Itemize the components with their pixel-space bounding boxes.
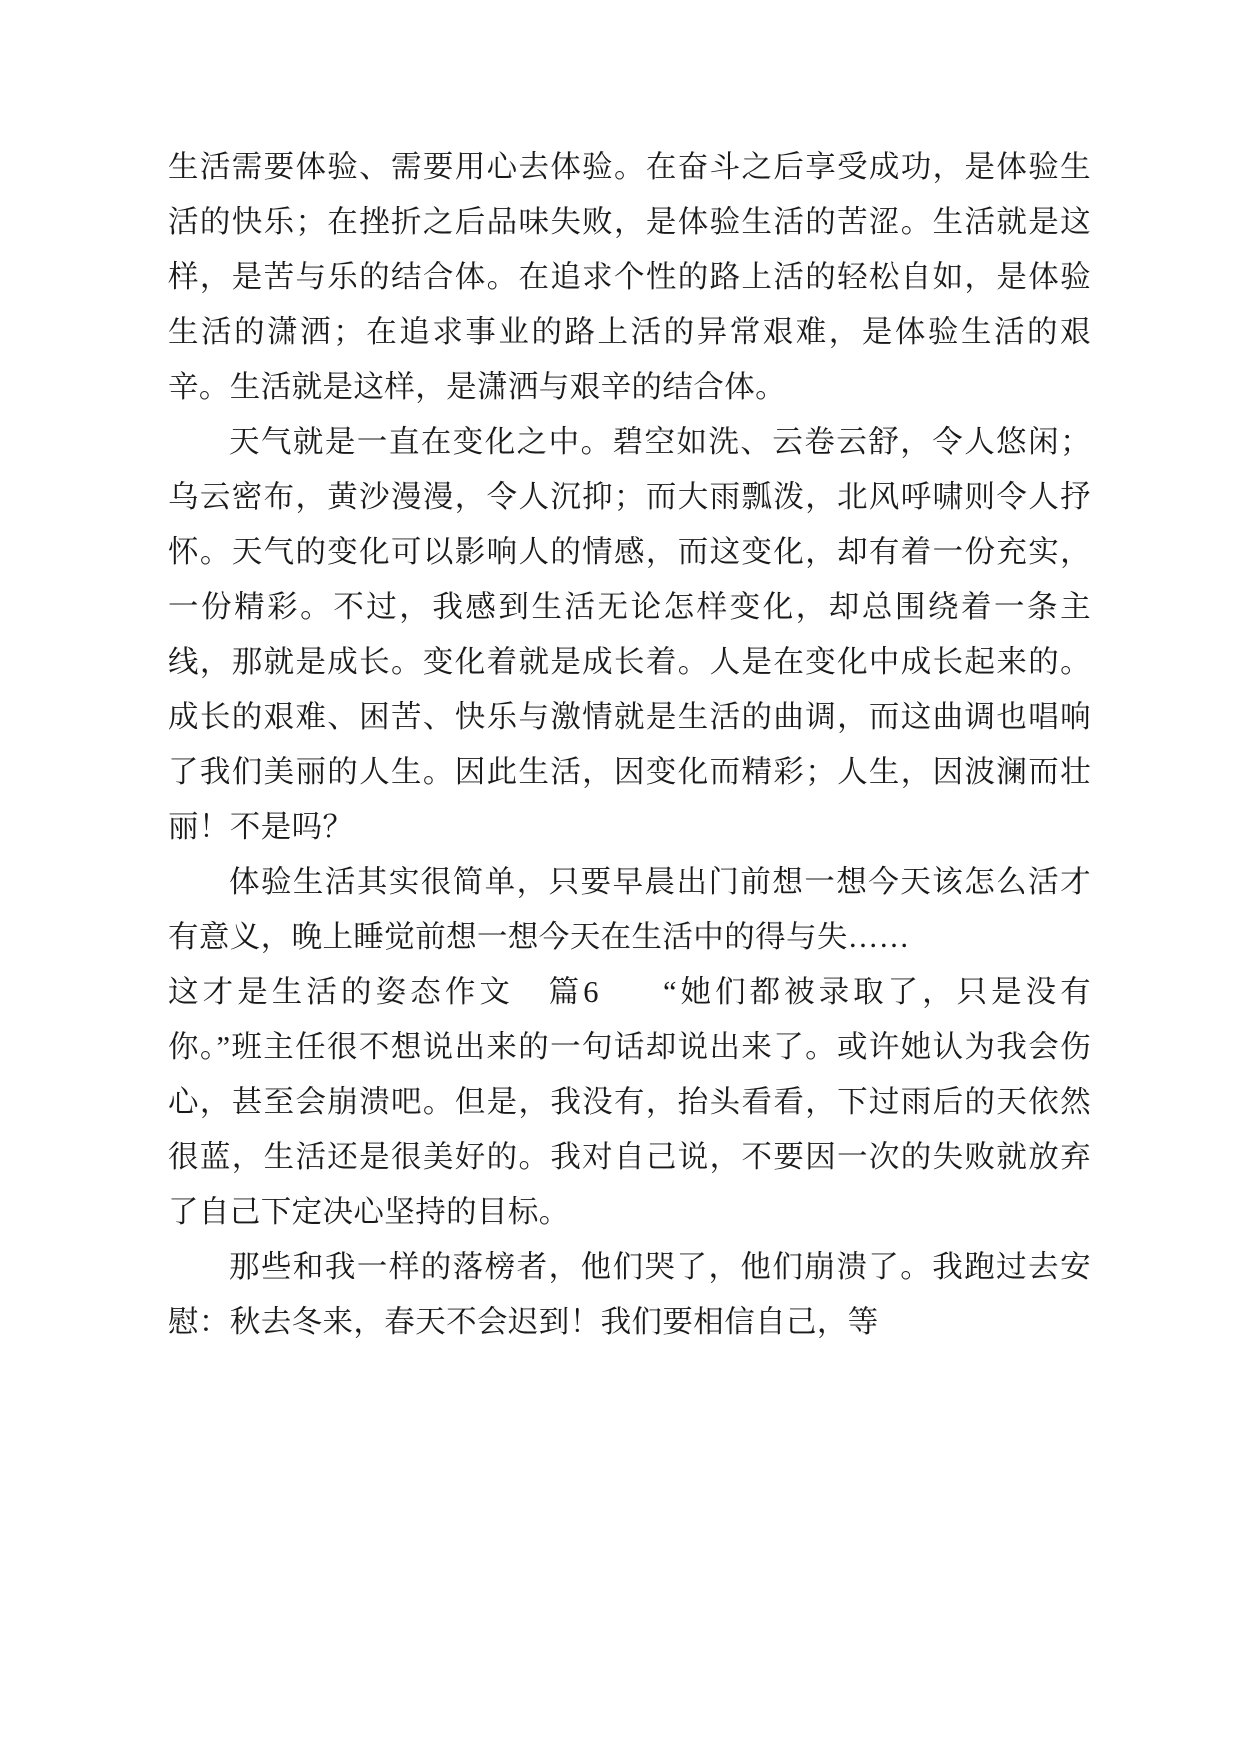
section-title: 这才是生活的姿态作文 篇6 xyxy=(168,975,599,1009)
section-body-text: “她们都被录取了，只是没有你。”班主任很不想说出来的一句话却说出来了。或许她认为我会伤心，甚至会崩溃吧。但是，我没有，抬头看看，下过雨后的天依然很蓝，生活还是很美好的。我对自己说，不要因一次的失败就放弃了自己下定决心坚持的目标。 xyxy=(168,975,1091,1229)
paragraph-3: 体验生活其实很简单，只要早晨出门前想一想今天该怎么活才有意义，晚上睡觉前想一想今天在生活中的得与失…… xyxy=(168,865,1091,954)
section-heading-paragraph xyxy=(168,965,1091,1240)
document-body xyxy=(168,140,1091,1350)
paragraph-1: 生活需要体验、需要用心去体验。在奋斗之后享受成功，是体验生活的快乐；在挫折之后品味失败，是体验生活的苦涩。生活就是这样，是苦与乐的结合体。在追求个性的路上活的轻松自如，是体验生活的潇洒；在追求事业的路上活的异常艰难，是体验生活的艰辛。生活就是这样，是潇洒与艰辛的结合体。 xyxy=(168,150,1091,404)
paragraph-2: 天气就是一直在变化之中。碧空如洗、云卷云舒，令人悠闲；乌云密布，黄沙漫漫，令人沉抑；而大雨瓢泼，北风呼啸则令人抒怀。天气的变化可以影响人的情感，而这变化，却有着一份充实，一份精彩。不过，我感到生活无论怎样变化，却总围绕着一条主线，那就是成长。变化着就是成长着。人是在变化中成长起来的。成长的艰难、困苦、快乐与激情就是生活的曲调，而这曲调也唱响了我们美丽的人生。因此生活，因变化而精彩；人生，因波澜而壮丽！不是吗？ xyxy=(168,425,1091,844)
paragraph-5: 那些和我一样的落榜者，他们哭了，他们崩溃了。我跑过去安慰：秋去冬来，春天不会迟到！我们要相信自己，等 xyxy=(168,1250,1091,1339)
